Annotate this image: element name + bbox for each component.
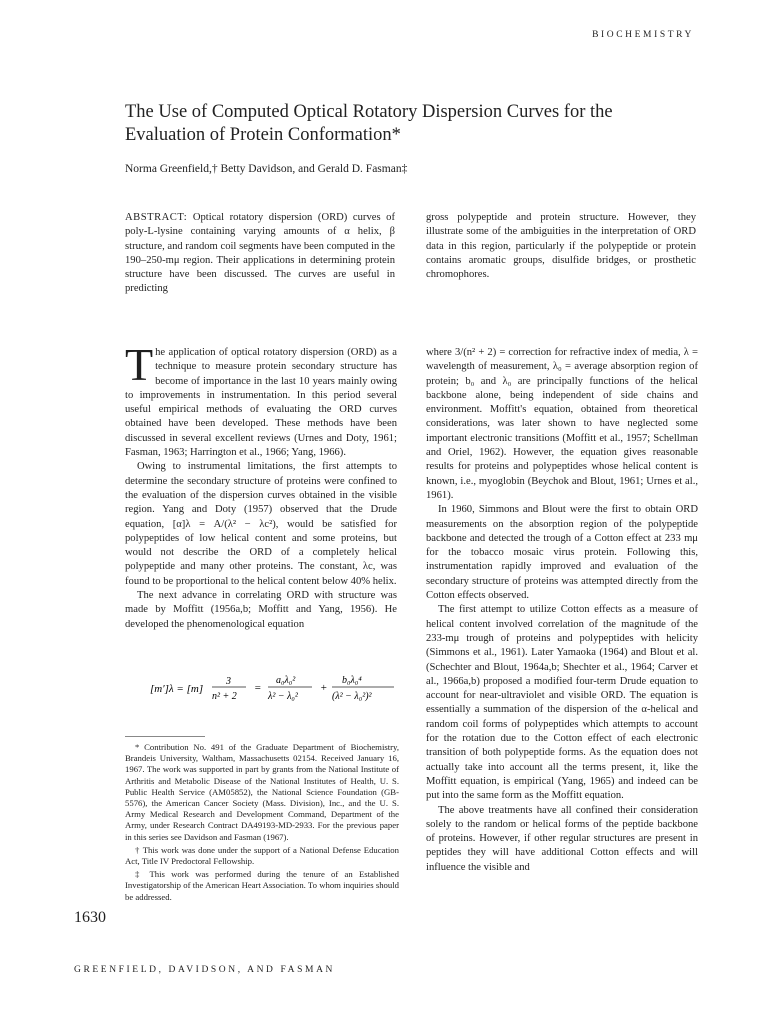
footnote-divider — [125, 736, 205, 737]
equation-equals: = — [254, 682, 262, 694]
equation-lhs: [m′]λ = [m] — [150, 683, 204, 695]
body-paragraph: The next advance in correlating ORD with structure was made by Moffitt (1956a,b; Moffitt and Yang, 1956). He developed the phenomenological equation — [125, 590, 397, 630]
dropcap-letter: T — [125, 339, 154, 390]
page-number: 1630 — [74, 909, 106, 926]
body-paragraph: The first attempt to utilize Cotton effects as a measure of helical content involved correlation of the magnitude of the 233-mμ trough of proteins and polypeptides with helicity (Simmons et al., 1961). Later Yamaoka (1964) and Blout et al. (Schechter and Blout, 1964a,b; Shechter et al., 1964; Carver et al., 1966a,b) proposed a modified four-term Drude equation to account for near-ultraviolet and visible ORD. The equation is essentially a summation of the dispersion of the α-helical and random coil forms of polypeptides which attempts to account for the rotation due to the Cotton effect of each electronic transition of both polypeptide forms. As the equation does not actually take into account all the terms present, it, like the Moffitt equation, is empirical (Yang, 1965) and indeed can be put into the same form as the Moffitt equation. — [426, 604, 698, 802]
equation-frac2-num: a₀λ₀² — [276, 675, 296, 686]
author-list: Norma Greenfield,† Betty Davidson, and Gerald D. Fasman‡ — [125, 163, 408, 175]
equation-frac3-den: (λ² − λ₀²)² — [332, 691, 372, 702]
equation-frac2-den: λ² − λ₀² — [268, 691, 298, 702]
body-paragraph: Owing to instrumental limitations, the first attempts to determine the secondary structure of proteins were confined to the evaluation of the dispersion curves obtained in the visible region. Yang and Doty (1957) observed that the Drude equation, [α]λ = A/(λ² − λc²), would be satisfied for polypeptides of low helical content and some proteins, but would not describe the ORD of a completely helical polypeptide and many other proteins. The constant, λc, was found to be proportional to the helical content below 40% helix. — [125, 461, 397, 587]
equation-frac1-num: 3 — [226, 676, 231, 687]
moffitt-equation — [150, 668, 400, 708]
footnote-double-dagger: ‡ This work was performed during the tenure of an Established Investigatorship of the American Heart Association. To whom inquiries should be addressed. — [125, 869, 399, 902]
intro-paragraph — [125, 339, 397, 460]
footnote-dagger: † This work was done under the support of a National Defense Education Act, Title IV Predoctoral Fellowship. — [125, 844, 399, 867]
article-title: The Use of Computed Optical Rotatory Dispersion Curves for the Evaluation of Protein Conformation* — [125, 102, 613, 145]
footnote-contribution: * Contribution No. 491 of the Graduate Department of Biochemistry, Brandeis University, Waltham, Massachusetts 02154. Received January 16, 1967. The work was supported in part by grants from the National Institute of Arthritis and Metabolic Disease of the National Institutes of Health, U. S. Public Health Service (AM05852), the National Science Foundation (GB-5576), the American Cancer Society (Mass. Division), Inc., and the U. S. Army Medical Research and Development Command, Department of the Army, under Research Contract DA49193-MD-2933. For the previous paper in this series see Davidson and Fasman (1967). — [125, 742, 399, 842]
journal-name: BIOCHEMISTRY — [592, 30, 694, 40]
equation-frac1-den: n² + 2 — [212, 691, 237, 702]
abstract-text-1: Optical rotatory dispersion (ORD) curves of poly-L-lysine containing varying amounts of α helix, β structure, and random coil segments have been computed in the 190–250-mμ region. Their applications in determining protein structure have been discussed. The curves are useful in predicting — [125, 212, 396, 295]
body-right-column — [426, 346, 698, 875]
equation-frac3-num: b₀λ₀⁴ — [342, 675, 362, 686]
abstract-column-1 — [125, 211, 395, 297]
body-paragraph: where 3/(n² + 2) = correction for refractive index of media, λ = wavelength of measurement, λ₀ = average absorption region of protein; b₀ and λ₀ are principally functions of the helical backbone alone, being independent of side chains and environment. Moffitt's equation, obtained from theoretical considerations, was later shown to have neglected some important electronic transitions (Moffitt et al., 1957; Schellman and Oriel, 1962). However, the equation gives reasonable results for proteins and polypeptides whose helical content is known, i.e., myoglobin (Beychok and Blout, 1961; Urnes et al., 1961). — [426, 347, 698, 501]
intro-paragraph-text: he application of optical rotatory dispersion (ORD) as a technique to measure protein secondary structure has become of importance in the last 10 years mainly owing to improvements in instrumentation. In this period several useful empirical methods of evaluating the ORD curves obtained have been developed. These methods have been discussed in several excellent reviews (Urnes and Doty, 1961; Fasman, 1963; Harrington et al., 1966; Yang, 1966). — [125, 347, 397, 459]
abstract-column-2: gross polypeptide and protein structure. However, they illustrate some of the ambiguities in the interpretation of ORD data in this region, particularly if the polypeptide or protein contains aromatic groups, disulfide bridges, or prosthetic chromophores. — [426, 212, 696, 281]
body-paragraph: In 1960, Simmons and Blout were the first to obtain ORD measurements on the absorption region of the polypeptide backbone and detected the trough of a Cotton effect at 233 mμ for the tobacco mosaic virus protein. Following this, instrumentation rapidly improved and evaluation of the secondary structure of proteins was attempted directly from the Cotton effects observed. — [426, 504, 698, 602]
body-left-column — [125, 339, 397, 632]
footnotes — [125, 742, 399, 905]
equation-graphic — [150, 668, 400, 708]
body-paragraph: The above treatments have all confined their consideration solely to the random or helical forms of the peptide backbone of proteins. However, if other regular structures are present in peptides they will have additional Cotton effects and will influence the visible and — [426, 804, 698, 873]
abstract-label: ABSTRACT: — [125, 212, 188, 223]
equation-plus: + — [320, 682, 328, 694]
running-footer: GREENFIELD, DAVIDSON, AND FASMAN — [74, 965, 335, 975]
